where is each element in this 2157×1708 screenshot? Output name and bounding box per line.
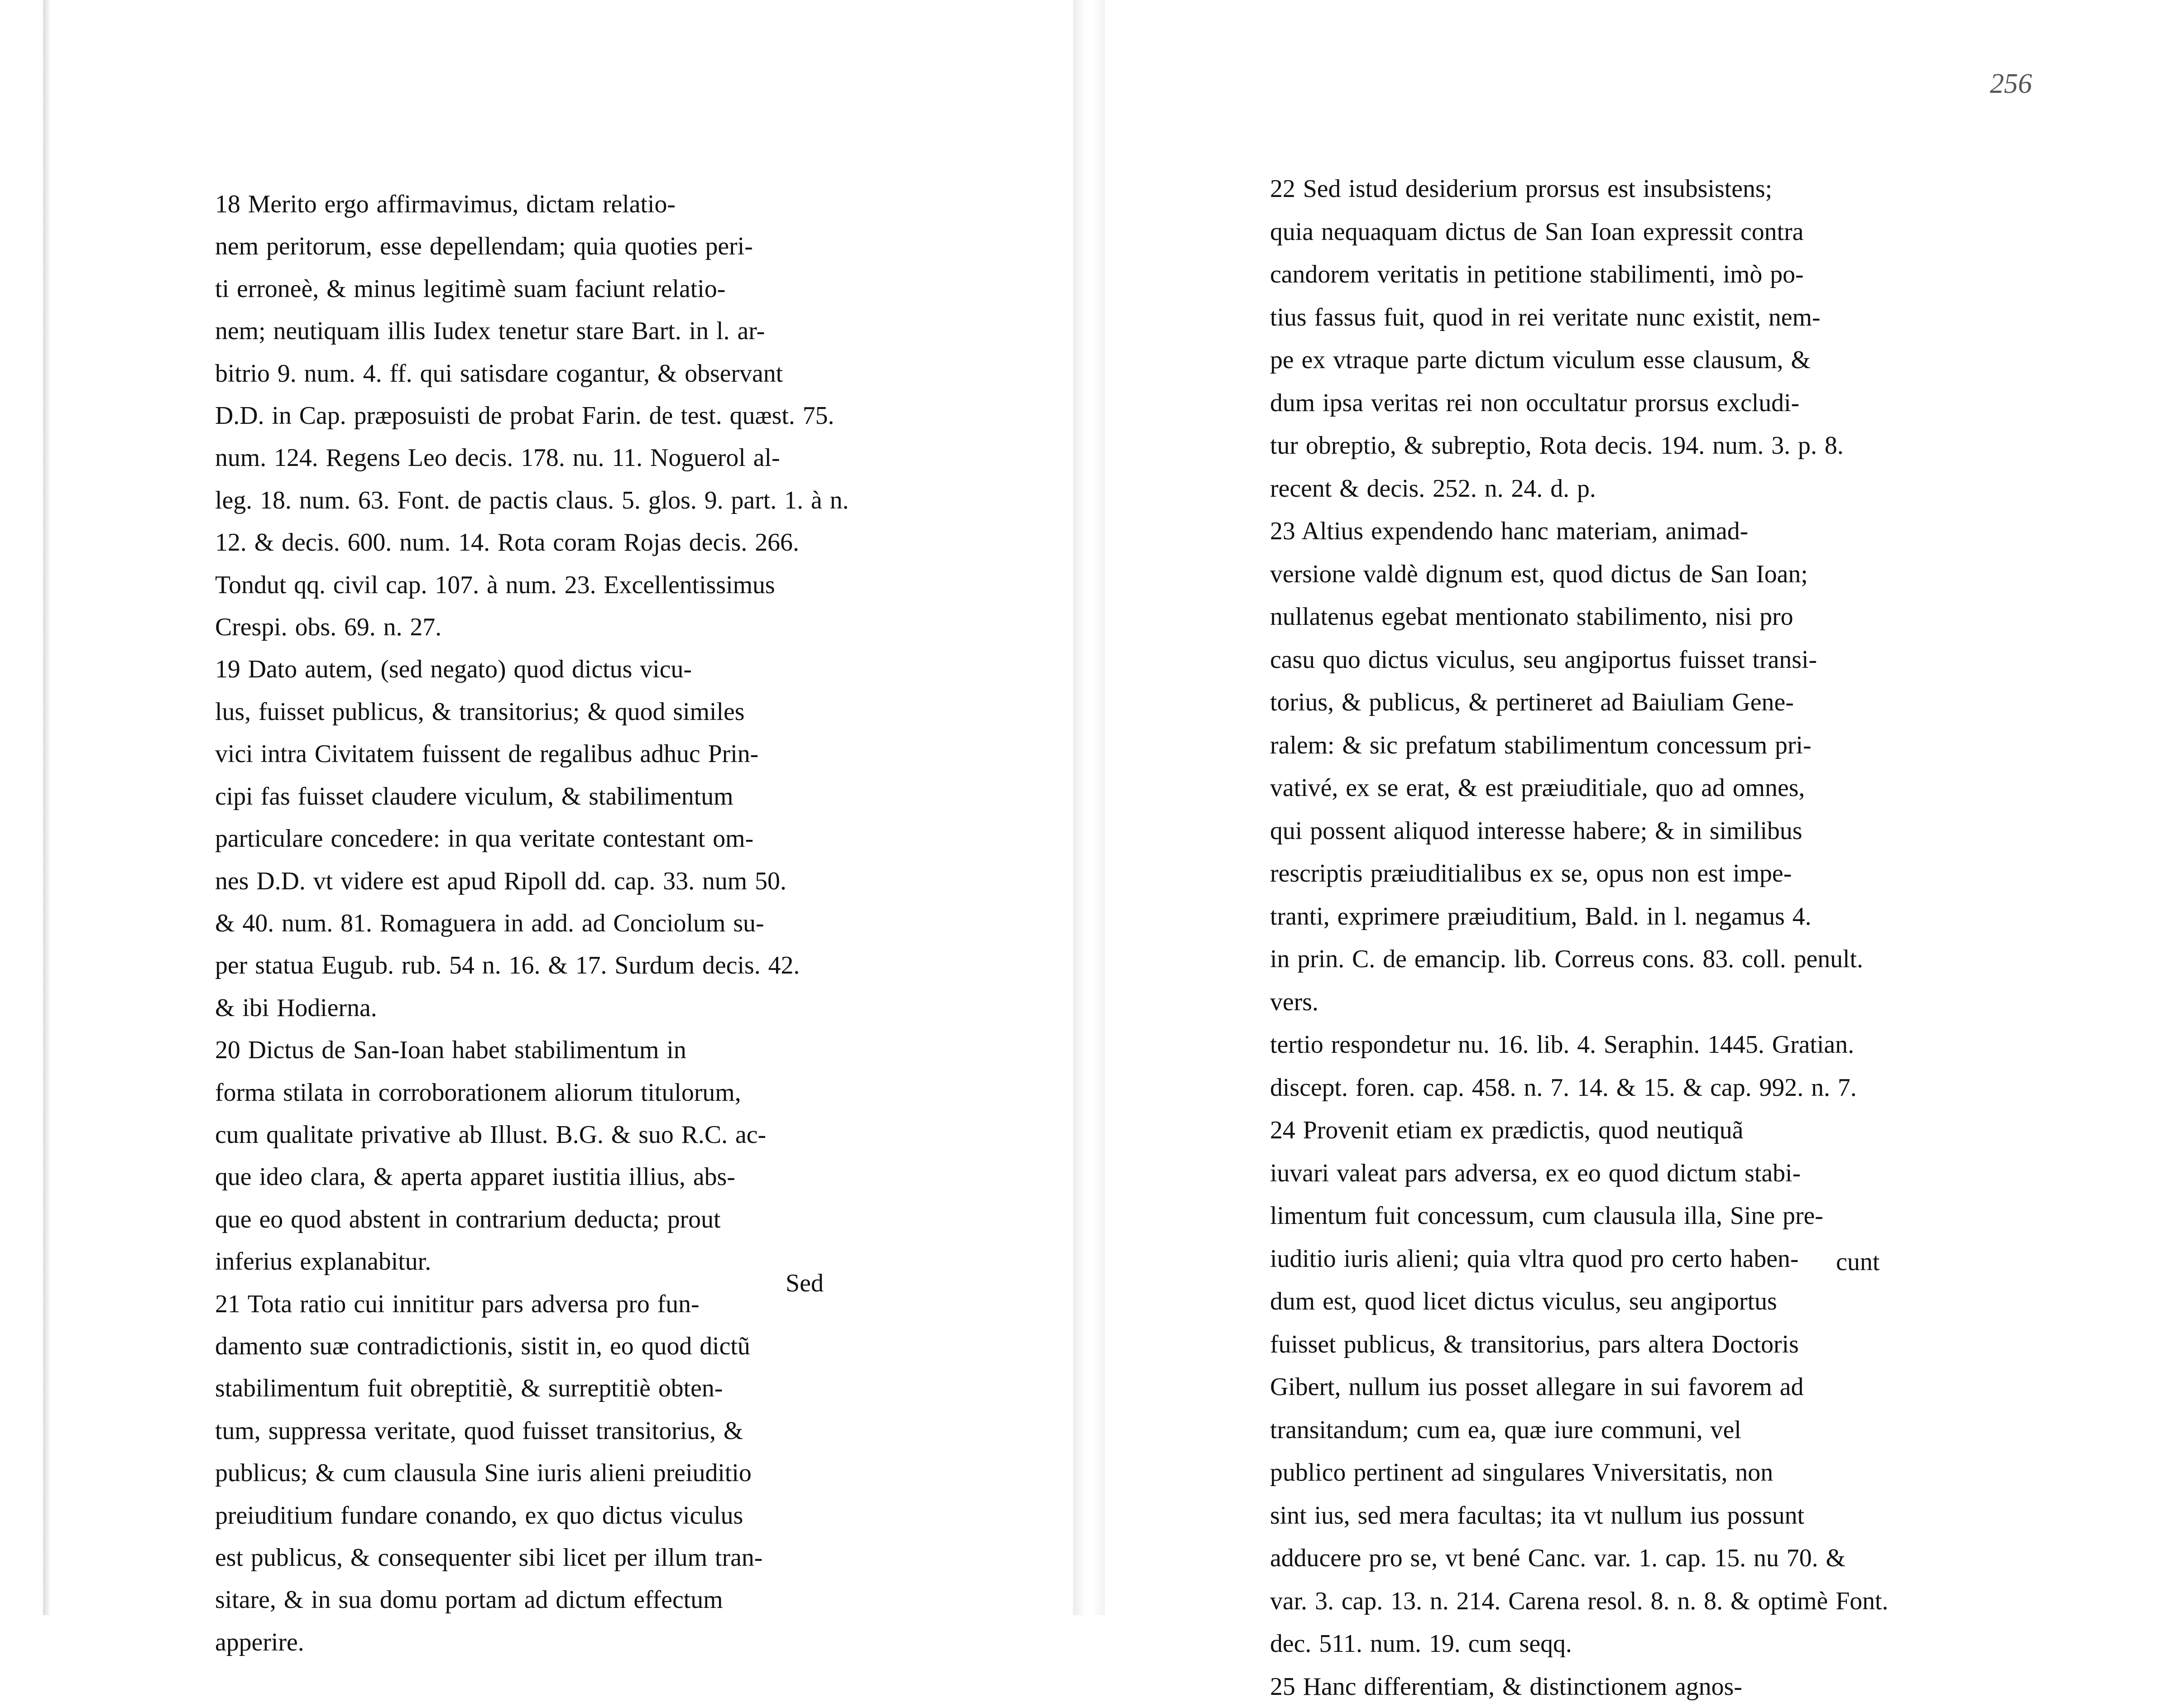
text-line: tur obreptio, & subreptio, Rota decis. 194. num. 3. p. 8. (1270, 424, 1913, 467)
text-line: & 40. num. 81. Romaguera in add. ad Conciolum su- (215, 902, 867, 945)
text-line: 25 Hanc differentiam, & distinctionem agnos- (1270, 1665, 1913, 1708)
text-line: tum, suppressa veritate, quod fuisset transitorius, & (215, 1410, 867, 1452)
text-line: Gibert, nullum ius posset allegare in sui favorem ad (1270, 1366, 1913, 1409)
text-line: torius, & publicus, & pertineret ad Baiuliam Gene- (1270, 681, 1913, 724)
text-line: stabilimentum fuit obreptitiè, & surreptitiè obten- (215, 1367, 867, 1410)
text-line: dum ipsa veritas rei non occultatur prorsus excludi- (1270, 382, 1913, 425)
text-line: 23 Altius expendendo hanc materiam, animad- (1270, 510, 1913, 553)
text-line: sint ius, sed mera facultas; ita vt nullum ius possunt (1270, 1494, 1913, 1537)
text-line: dum est, quod licet dictus viculus, seu angiportus (1270, 1280, 1913, 1323)
text-line: leg. 18. num. 63. Font. de pactis claus. 5. glos. 9. part. 1. à n. (215, 480, 867, 522)
text-line: ti erroneè, & minus legitimè suam faciunt relatio- (215, 268, 867, 310)
left-catchword: Sed (786, 1269, 824, 1298)
text-line: recent & decis. 252. n. 24. d. p. (1270, 467, 1913, 510)
binding-gutter (1073, 0, 1105, 1615)
text-line: 21 Tota ratio cui innititur pars adversa pro fun- (215, 1283, 867, 1325)
text-line: 19 Dato autem, (sed negato) quod dictus vicu- (215, 648, 867, 691)
text-line: damento suæ contradictionis, sistit in, eo quod dictũ (215, 1325, 867, 1367)
text-line: vativé, ex se erat, & est præiuditiale, quo ad omnes, (1270, 767, 1913, 810)
text-line: particulare concedere: in qua veritate contestant om- (215, 818, 867, 860)
text-line: 18 Merito ergo affirmavimus, dictam relatio- (215, 183, 867, 225)
text-line: per statua Eugub. rub. 54 n. 16. & 17. Surdum decis. 42. (215, 945, 867, 987)
text-line: limentum fuit concessum, cum clausula illa, Sine pre- (1270, 1195, 1913, 1238)
text-line: que eo quod abstent in contrarium deducta; prout (215, 1199, 867, 1241)
text-line: versione valdè dignum est, quod dictus de San Ioan; (1270, 553, 1913, 596)
text-line: 20 Dictus de San-Ioan habet stabilimentum in (215, 1029, 867, 1071)
text-line: sitare, & in sua domu portam ad dictum effectum (215, 1579, 867, 1621)
text-line: adducere pro se, vt bené Canc. var. 1. cap. 15. nu 70. & (1270, 1537, 1913, 1580)
text-line: iuvari valeat pars adversa, ex eo quod dictum stabi- (1270, 1152, 1913, 1195)
text-line: D.D. in Cap. præposuisti de probat Farin. de test. quæst. 75. (215, 395, 867, 437)
text-line: vici intra Civitatem fuissent de regalibus adhuc Prin- (215, 733, 867, 775)
text-line: bitrio 9. num. 4. ff. qui satisdare cogantur, & observant (215, 353, 867, 395)
text-line: preiuditium fundare conando, ex quo dictus viculus (215, 1495, 867, 1537)
text-line: 22 Sed istud desiderium prorsus est insubsistens; (1270, 168, 1913, 211)
text-line: 24 Provenit etiam ex prædictis, quod neutiquã (1270, 1109, 1913, 1152)
text-line: & ibi Hodierna. (215, 987, 867, 1029)
text-line: tertio respondetur nu. 16. lib. 4. Seraphin. 1445. Gratian. (1270, 1023, 1913, 1066)
text-line: inferius explanabitur. (215, 1241, 867, 1283)
text-line: nem peritorum, esse depellendam; quia quoties peri- (215, 225, 867, 268)
text-line: casu quo dictus viculus, seu angiportus fuisset transi- (1270, 638, 1913, 681)
text-line: qui possent aliquod interesse habere; & in similibus (1270, 810, 1913, 853)
folio-number: 256 (1990, 68, 2032, 100)
text-line: lus, fuisset publicus, & transitorius; & quod similes (215, 691, 867, 733)
text-line: quia nequaquam dictus de San Ioan expressit contra (1270, 211, 1913, 254)
text-line: forma stilata in corroborationem aliorum titulorum, (215, 1072, 867, 1114)
text-line: transitandum; cum ea, quæ iure communi, vel (1270, 1409, 1913, 1452)
text-line: publico pertinent ad singulares Vniversitatis, non (1270, 1451, 1913, 1494)
text-line: est publicus, & consequenter sibi licet per illum tran- (215, 1537, 867, 1579)
text-line: nullatenus egebat mentionato stabilimento, nisi pro (1270, 595, 1913, 638)
text-line: Tondut qq. civil cap. 107. à num. 23. Excellentissimus (215, 564, 867, 606)
text-line: nem; neutiquam illis Iudex tenetur stare Bart. in l. ar- (215, 310, 867, 352)
text-line: fuisset publicus, & transitorius, pars altera Doctoris (1270, 1323, 1913, 1366)
text-line: cum qualitate privative ab Illust. B.G. & suo R.C. ac- (215, 1114, 867, 1156)
text-line: num. 124. Regens Leo decis. 178. nu. 11. Noguerol al- (215, 437, 867, 479)
text-line: apperire. (215, 1622, 867, 1664)
text-line: que ideo clara, & aperta apparet iustitia illius, abs- (215, 1156, 867, 1198)
text-line: nes D.D. vt videre est apud Ripoll dd. cap. 33. num 50. (215, 860, 867, 902)
text-line: discept. foren. cap. 458. n. 7. 14. & 15. & cap. 992. n. 7. (1270, 1066, 1913, 1109)
text-line: ralem: & sic prefatum stabilimentum concessum pri- (1270, 724, 1913, 767)
text-line: cipi fas fuisset claudere viculum, & stabilimentum (215, 776, 867, 818)
right-text-column (1270, 168, 1913, 1708)
text-line: publicus; & cum clausula Sine iuris alieni preiuditio (215, 1452, 867, 1494)
text-line: tius fassus fuit, quod in rei veritate nunc existit, nem- (1270, 296, 1913, 339)
text-line: 12. & decis. 600. num. 14. Rota coram Rojas decis. 266. (215, 522, 867, 564)
text-line: dec. 511. num. 19. cum seqq. (1270, 1622, 1913, 1665)
text-line: in prin. C. de emancip. lib. Correus cons. 83. coll. penult. vers. (1270, 938, 1913, 1023)
text-line: rescriptis præiuditialibus ex se, opus non est impe- (1270, 852, 1913, 895)
text-line: candorem veritatis in petitione stabilimenti, imò po- (1270, 253, 1913, 296)
text-line: Crespi. obs. 69. n. 27. (215, 606, 867, 648)
left-text-column (215, 183, 867, 1664)
text-line: var. 3. cap. 13. n. 214. Carena resol. 8. n. 8. & optimè Font. (1270, 1580, 1913, 1623)
text-line: tranti, exprimere præiuditium, Bald. in l. negamus 4. (1270, 895, 1913, 938)
right-catchword: cunt (1836, 1247, 1879, 1276)
text-line: pe ex vtraque parte dictum viculum esse clausum, & (1270, 339, 1913, 382)
text-line: iuditio iuris alieni; quia vltra quod pro certo haben- (1270, 1238, 1913, 1281)
